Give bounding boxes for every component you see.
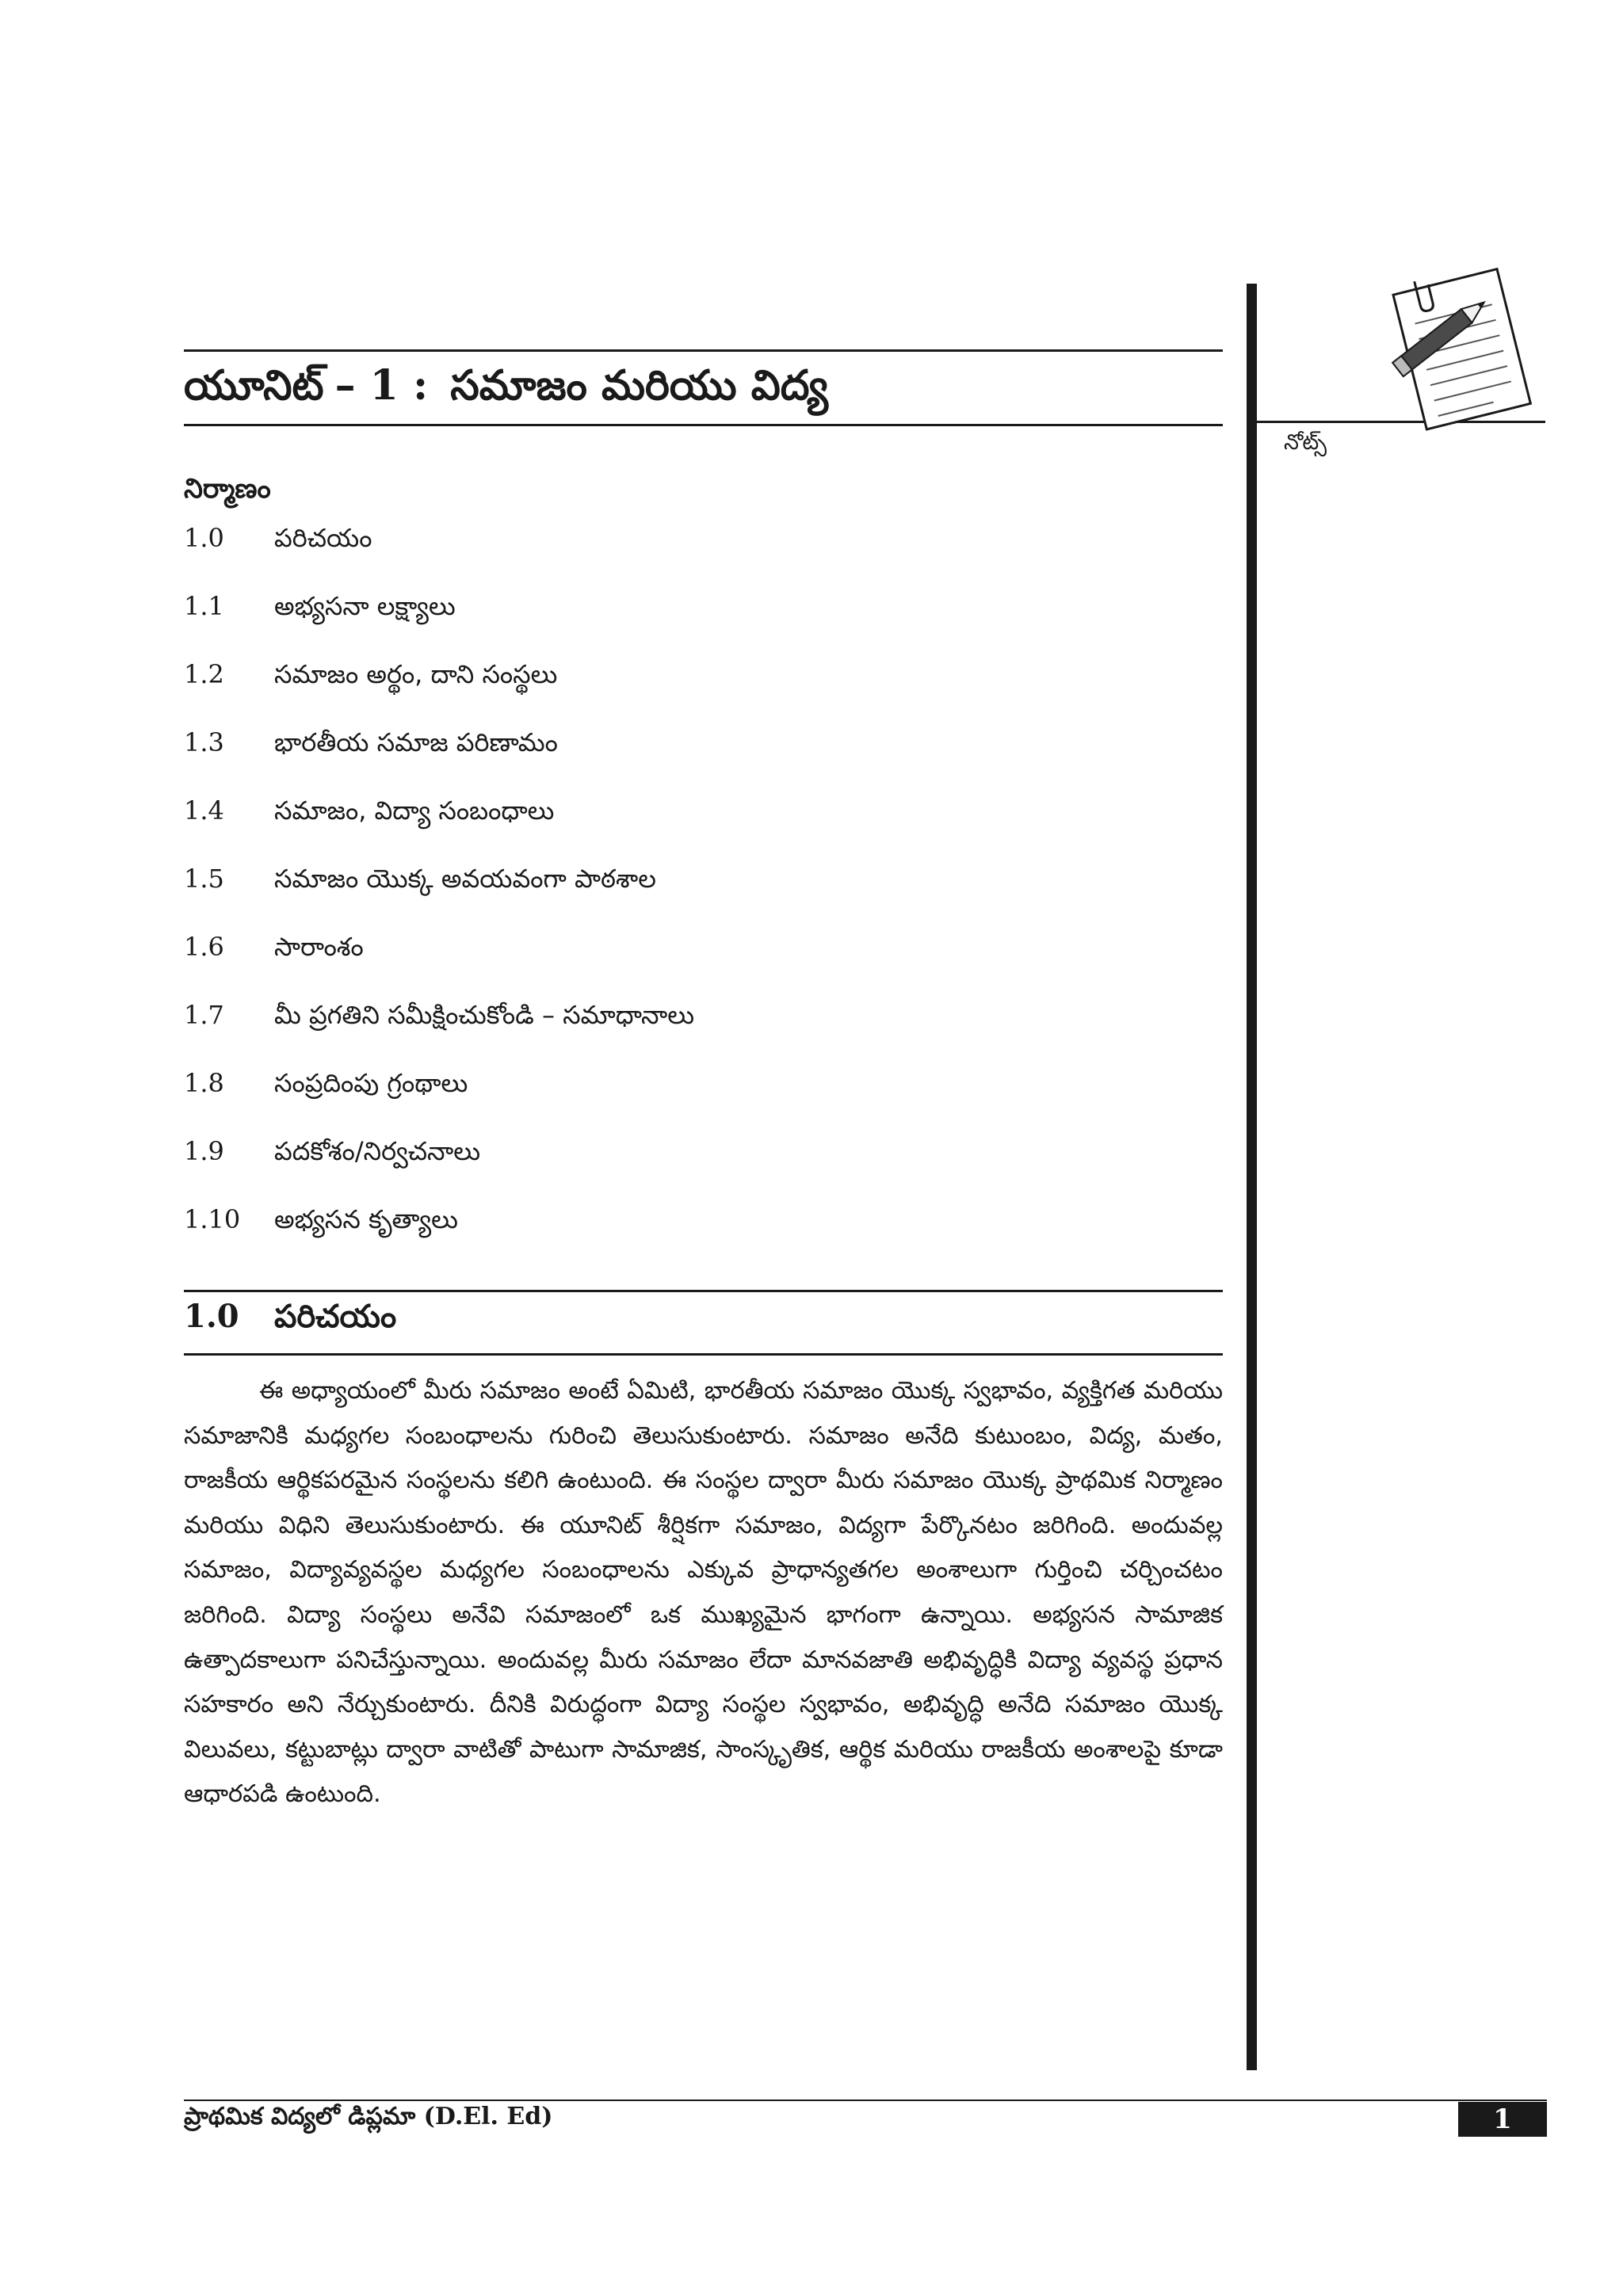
toc-label: భారతీయ సమాజ పరిణామం [274,727,558,757]
footer-rule [184,2100,1547,2101]
footer-title [184,2103,552,2136]
section-number: 1.0 [184,1298,239,1335]
toc-item [184,1068,694,1136]
toc-item [184,932,694,1000]
title-rule-bottom [184,424,1223,426]
footer-course: ప్రాథమిక విద్యలో డిప్లమా [184,2103,416,2130]
toc-item [184,659,694,727]
toc-number: 1.2 [184,659,224,689]
toc-label: సమాజం, విద్యా సంబంధాలు [274,795,555,826]
toc-number: 1.9 [184,1136,224,1166]
margin-rule [1247,284,1257,2070]
toc-number: 1.4 [184,795,224,826]
toc-number: 1.5 [184,864,224,894]
toc-label: సారాంశం [274,932,364,962]
toc-number: 1.1 [184,591,224,621]
toc-item [184,795,694,864]
toc-number: 1.6 [184,932,224,962]
toc-label: పరిచయం [274,523,372,553]
structure-heading: నిర్మాణం [184,473,271,505]
section-rule-bottom [184,1353,1223,1356]
toc-item [184,523,694,591]
intro-paragraph: ఈ అధ్యాయంలో మీరు సమాజం అంటే ఏమిటి, భారతీయ సమాజం యొక్క స్వభావం, వ్యక్తిగత మరియు సమాజానికి మధ్యగల సంబంధాలను గురించి తెలుసుకుంటారు. సమాజం అనేది కుటుంబం, విద్య, మతం, రాజకీయ ఆర్థికపరమైన సంస్థలను కలిగి ఉంటుంది. ఈ సంస్థల ద్వారా మీరు సమాజం యొక్క ప్రాథమిక నిర్మాణం మరియు విధిని తెలుసుకుంటారు. ఈ యూనిట్ శీర్షికగా సమాజం, విద్యగా పేర్కొనటం జరిగింది. అందువల్ల సమాజం, విద్యావ్యవస్థల మధ్యగల సంబంధాలను ఎక్కువ ప్రాధాన్యతగల అంశాలుగా గుర్తించి చర్చించటం జరిగింది. విద్యా సంస్థలు అనేవి సమాజంలో ఒక ముఖ్యమైన భాగంగా ఉన్నాయి. అభ్యసన సామాజిక ఉత్పాదకాలుగా పనిచేస్తున్నాయి. అందువల్ల మీరు సమాజం లేదా మానవజాతి అభివృద్ధికి విద్యా వ్యవస్థ ప్రధాన సహకారం అని నేర్చుకుంటారు. దీనికి విరుద్ధంగా విద్యా సంస్థల స్వభావం, అభివృద్ధి అనేది సమాజం యొక్క విలువలు, కట్టుబాట్లు ద్వారా వాటితో పాటుగా సామాజిక, సాంస్కృతిక, ఆర్థిక మరియు రాజకీయ అంశాలపై కూడా ఆధారపడి ఉంటుంది. [184,1377,1223,1809]
toc-label: సంప్రదింపు గ్రంథాలు [274,1068,468,1098]
footer-course-code: (D.El. Ed) [423,2103,553,2130]
toc-label: పదకోశం/నిర్వచనాలు [274,1136,481,1166]
page-number: 1 [1458,2102,1547,2137]
toc-number: 1.3 [184,727,224,757]
toc-item [184,1136,694,1204]
toc-label: సమాజం యొక్క అవయవంగా పాఠశాల [274,864,656,894]
toc-label: అభ్యసన కృత్యాలు [274,1204,458,1234]
toc-item [184,1000,694,1068]
notes-label: నోట్స్ [1284,430,1327,455]
toc-item [184,1204,694,1272]
toc-number: 1.8 [184,1068,224,1098]
unit-title [184,361,828,420]
unit-number: 1 : [369,361,429,410]
unit-separator: – [334,361,356,410]
toc-label: మీ ప్రగతిని సమీక్షించుకోండి – సమాధానాలు [274,1000,695,1030]
unit-title-text: సమాజం మరియు విద్య [450,361,828,410]
toc-item [184,727,694,795]
toc-item [184,864,694,932]
table-of-contents [184,523,694,1272]
toc-number: 1.10 [184,1204,241,1234]
toc-number: 1.7 [184,1000,224,1030]
section-title: పరిచయం [274,1299,397,1335]
unit-label: యూనిట్ [184,361,324,410]
toc-number: 1.0 [184,523,224,553]
section-rule-top [184,1290,1223,1292]
section-heading [184,1298,396,1343]
notepad-pencil-icon [1377,265,1536,440]
toc-label: సమాజం అర్థం, దాని సంస్థలు [274,659,558,689]
toc-label: అభ్యసనా లక్ష్యాలు [274,591,456,621]
title-rule-top [184,349,1223,352]
toc-item [184,591,694,659]
